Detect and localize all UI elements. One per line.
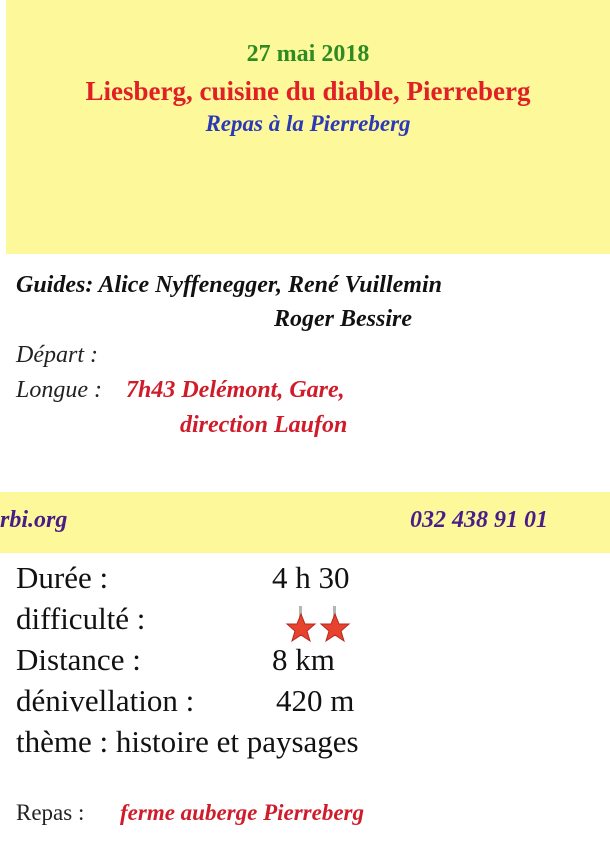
longue-time: 7h43 Delémont, Gare,: [126, 377, 345, 403]
theme-text: thème : histoire et paysages: [16, 724, 359, 759]
phone-number[interactable]: 032 438 91 01: [410, 507, 548, 533]
star-icon: [284, 606, 318, 646]
guides-line-1: Guides: Alice Nyffenegger, René Vuillemin: [16, 272, 442, 298]
event-date: 27 mai 2018: [246, 41, 370, 67]
event-subtitle: Repas à la Pierreberg: [205, 111, 411, 136]
meal-value: ferme auberge Pierreberg: [120, 800, 364, 825]
duration-label: Durée :: [16, 560, 109, 595]
elevation-label: dénivellation :: [16, 683, 195, 718]
event-title: Liesberg, cuisine du diable, Pierreberg: [85, 76, 531, 106]
departure-label: Départ :: [16, 342, 98, 368]
star-icon: [318, 606, 352, 646]
elevation-value: 420 m: [276, 683, 355, 718]
meal-label: Repas :: [16, 800, 85, 825]
distance-value: 8 km: [272, 642, 335, 677]
duration-value: 4 h 30: [272, 560, 350, 595]
difficulty-rating: [284, 606, 354, 646]
guides-line-2: Roger Bessire: [274, 306, 412, 332]
website-link[interactable]: rbi.org: [0, 507, 68, 533]
difficulty-label: difficulté :: [16, 601, 146, 636]
longue-direction: direction Laufon: [180, 412, 348, 438]
distance-label: Distance :: [16, 642, 141, 677]
longue-label: Longue :: [16, 377, 102, 403]
